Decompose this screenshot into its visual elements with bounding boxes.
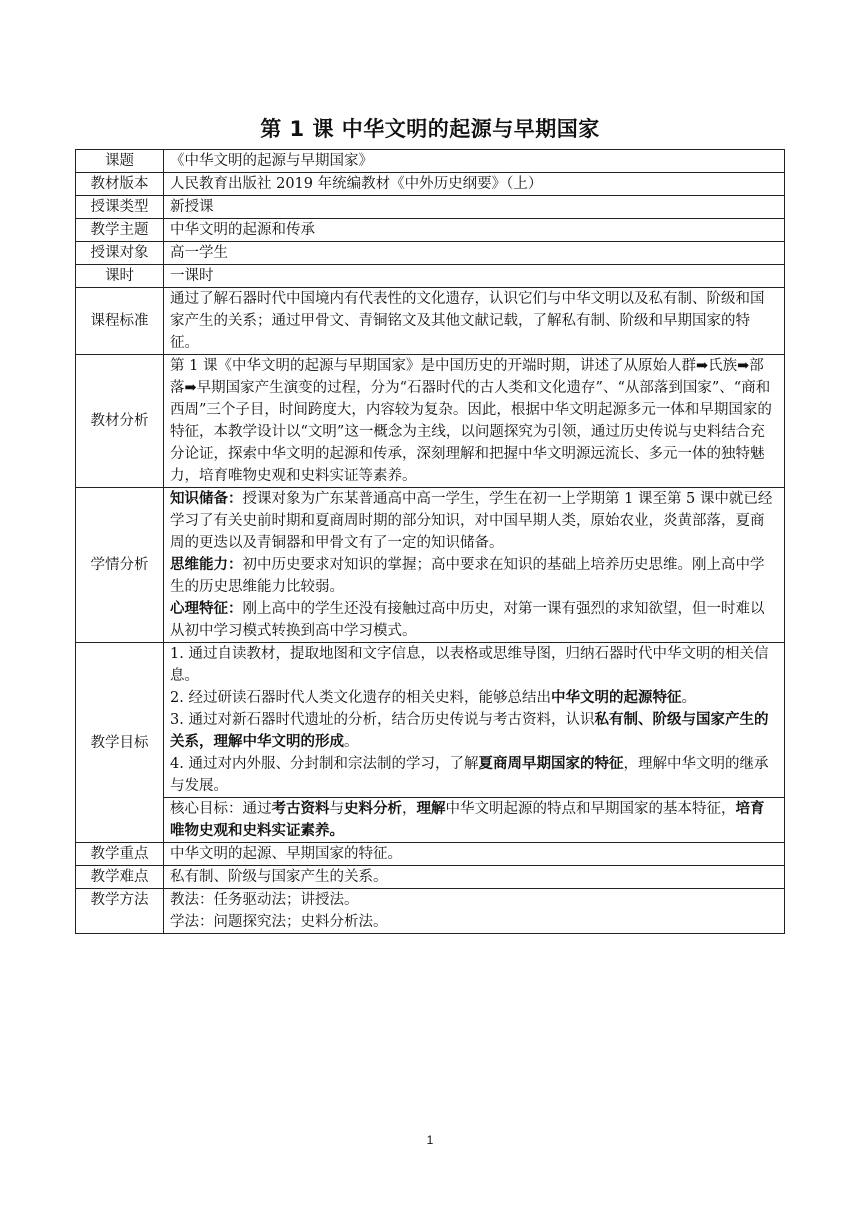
row-label: 授课类型 xyxy=(76,196,164,219)
row-value: 新授课 xyxy=(164,196,785,219)
table-row xyxy=(76,173,785,196)
row-label: 教学难点 xyxy=(76,866,164,889)
table-row xyxy=(76,798,785,843)
table-row xyxy=(76,288,785,355)
row-label: 教学主题 xyxy=(76,219,164,242)
learning-method: 学法：问题探究法；史料分析法。 xyxy=(170,914,388,930)
row-label: 教材版本 xyxy=(76,173,164,196)
textbook-analysis-text: 第 1 课《中华文明的起源与早期国家》是中国历史的开端时期，讲述了从原始人群➡氏族➡部落➡早期国家产生演变的过程，分为“石器时代的古人类和文化遗存”、“从部落到国家”、“商和西周”三个子目，时间跨度大，内容较为复杂。因此，根据中华文明起源多元一体和早期国家的特征，本教学设计以“文明”这一概念为主线，以问题探究为引领，通过历史传说与史料结合充分论证，探索中华文明的起源和传承，深刻理解和把握中华文明源远流长、多元一体的独特魅力，培育唯物史观和史料实证等素养。 xyxy=(164,355,785,488)
item-heading: 思维能力： xyxy=(170,556,243,573)
item-heading: 心理特征： xyxy=(170,600,243,617)
row-label: 教学方法 xyxy=(76,889,164,934)
row-label: 课时 xyxy=(76,265,164,288)
row-label: 学情分析 xyxy=(76,488,164,643)
item-text: 刚上高中的学生还没有接触过高中历史，对第一课有强烈的求知欲望，但一时难以从初中学习模式转换到高中学习模式。 xyxy=(170,601,765,639)
curriculum-standard-text: 通过了解石器时代中国境内有代表性的文化遗存，认识它们与中华文明以及私有制、阶级和国家产生的关系；通过甲骨文、青铜铭文及其他文献记载，了解私有制、阶级和早期国家的特征。 xyxy=(164,288,785,355)
row-value: 高一学生 xyxy=(164,242,785,265)
row-value: 《中华文明的起源与早期国家》 xyxy=(164,150,785,173)
table-row xyxy=(76,643,785,798)
row-label: 课题 xyxy=(76,150,164,173)
table-row xyxy=(76,355,785,488)
learning-analysis-cell xyxy=(164,488,785,643)
table-row xyxy=(76,488,785,643)
core-objective: 核心目标：通过考古资料与史料分析，理解中华文明起源的特点和早期国家的基本特征，培育唯物史观和史料实证素养。 xyxy=(164,798,785,843)
row-value: 一课时 xyxy=(164,265,785,288)
row-value: 中华文明的起源和传承 xyxy=(164,219,785,242)
row-label: 教材分析 xyxy=(76,355,164,488)
row-label: 教学目标 xyxy=(76,643,164,843)
page-title: 第 1 课 中华文明的起源与早期国家 xyxy=(260,117,600,141)
learning-analysis-item xyxy=(170,598,778,642)
item-text: 授课对象为广东某普通高中高一学生，学生在初一上学期第 1 课至第 5 课中就已经学习了有关史前时期和夏商周时期的部分知识，对中国早期人类，原始农业，炎黄部落，夏商周的更迭以及青铜器和甲骨文有了一定的知识储备。 xyxy=(170,491,773,551)
table-row xyxy=(76,219,785,242)
table-row xyxy=(76,843,785,866)
teaching-method: 教法：任务驱动法；讲授法。 xyxy=(170,892,359,908)
row-label: 课程标准 xyxy=(76,288,164,355)
objective-item: 3. 通过对新石器时代遗址的分析，结合历史传说与考古资料，认识私有制、阶级与国家产生的关系，理解中华文明的形成。 xyxy=(170,711,769,750)
table-row xyxy=(76,889,785,934)
objective-item: 1. 通过自读教材，提取地图和文字信息，以表格或思维导图，归纳石器时代中华文明的相关信息。 xyxy=(170,646,769,684)
lesson-plan-table xyxy=(75,149,785,934)
row-value: 人民教育出版社 2019 年统编教材《中外历史纲要》（上） xyxy=(164,173,785,196)
table-row xyxy=(76,265,785,288)
objective-item: 4. 通过对内外服、分封制和宗法制的学习，了解夏商周早期国家的特征，理解中华文明的继承与发展。 xyxy=(170,755,769,794)
objective-item: 2. 经过研读石器时代人类文化遗存的相关史料，能够总结出中华文明的起源特征。 xyxy=(170,689,696,706)
table-row xyxy=(76,196,785,219)
item-heading: 知识储备： xyxy=(170,490,243,507)
learning-analysis-item xyxy=(170,488,778,554)
learning-analysis-item xyxy=(170,554,778,598)
row-value: 中华文明的起源、早期国家的特征。 xyxy=(164,843,785,866)
page-number: 1 xyxy=(426,1133,434,1147)
table-row xyxy=(76,150,785,173)
row-label: 授课对象 xyxy=(76,242,164,265)
objectives-list xyxy=(164,643,785,798)
table-row xyxy=(76,866,785,889)
row-value: 私有制、阶级与国家产生的关系。 xyxy=(164,866,785,889)
methods-cell xyxy=(164,889,785,934)
table-row xyxy=(76,242,785,265)
item-text: 初中历史要求对知识的掌握；高中要求在知识的基础上培养历史思维。刚上高中学生的历史思维能力比较弱。 xyxy=(170,557,765,595)
row-label: 教学重点 xyxy=(76,843,164,866)
